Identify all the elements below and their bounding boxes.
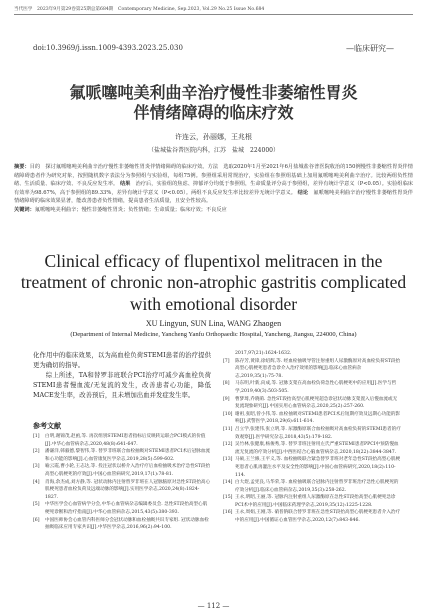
abstract-results-label: 结果 (119, 181, 131, 188)
reference-number (223, 350, 235, 358)
reference-text: 陈存芳,黄锋,徐绍辉,等. 经血栓抽吸导管注射重组人尿激酶原对高血栓负荷ST段抬高型心肌梗死患者急诊介入治疗效果的影响[J].临床心血管病杂志,2019,35(1):75-78. (235, 358, 401, 379)
column-label: —临床研究— (346, 44, 394, 53)
reference-number: [12] (223, 442, 233, 448)
references-heading: 参考文献 (33, 422, 61, 430)
reference-item (33, 501, 211, 516)
abstract (14, 163, 413, 215)
chinese-affiliation: （盐城盐谷普医院内科，江苏 盐城 224000） (148, 147, 279, 154)
reference-text: 白大煜,孟宪良,马华荣,等. 血栓抽吸联合冠脉内注射替罗非班治疗急性心肌梗死的疗效分析[J].临床心血管病杂志,2019,35(3):258-262. (235, 480, 399, 493)
reference-number: [8] (223, 381, 230, 387)
abstract-text: 目的 探讨氟哌噻吨美利曲辛治疗慢性非萎缩性胃炎伴情绪障碍的临床疗效。方法 选取2020年1月至2021年6月盐城盐谷普医院收治的150例慢性非萎缩性胃炎伴情绪障碍患者作为研究对象，按照随机数字表法分为参照组与实验组，每组75例。参照组采用常规治疗，实验组在参照组基础上加用氟哌噻吨美利曲辛治疗。比较两组负性情绪、生活质量、临床疗效、不良反应发生率。 (14, 164, 413, 188)
reference-number: [6] (33, 517, 40, 523)
keywords: 氟哌噻吨美利曲辛；慢性非萎缩性胃炎；负性情绪；生命质量；临床疗效；不良反应 (34, 206, 227, 213)
reference-text: 中国医师协会心血管内科医师分会冠状动脉和血栓抽吸共识专家组. 冠状动脉血栓抽吸临床应用专家共识[J].中华医学杂志,2016,96(2):94-100. (45, 517, 209, 531)
reference-text: 马硕,王兰修,王平义,等. 血栓抽吸联合紧急替罗非班对老年急性ST段抬高型心肌梗死患者心肌再灌注水平及安全性的影响[J].中国心血管病研究,2020,18(2):110-114. (235, 457, 401, 478)
reference-number: [3] (33, 464, 40, 470)
reference-number: [16] (223, 510, 233, 516)
reference-item (223, 426, 401, 441)
reference-text: 曹梦琦,乔晓萌. 急性ST段抬高型心肌梗死超急诊冠状动脉支架置入后慢血流或无复流现象研究[J].中国实用心血管病杂志,2020,25(2):257-260. (235, 396, 398, 410)
reference-text: 王永,周娟,王刚,等. 硝普钠联合替罗非班在急性ST段抬高型心肌梗死患者介入治疗中的应用[J].中国循证心血管医学杂志,2020,12(7):843-846. (235, 510, 401, 524)
reference-number: [14] (223, 480, 233, 486)
english-title-line-1: Clinical efficacy of flupentixol melitracen in the (44, 251, 383, 271)
reference-number: [7] (223, 358, 230, 364)
doi-line: doi:10.3969/j.issn.1009-4393.2023.25.030 (33, 44, 183, 52)
reference-item (223, 358, 401, 381)
reference-number: [15] (223, 495, 233, 501)
reference-number: [11] (223, 426, 233, 432)
chinese-title-line-1: 氟哌噻吨美利曲辛治疗慢性非萎缩性胃炎 (69, 83, 358, 102)
chinese-title-line-2: 伴情绪障碍的临床疗效 (133, 103, 294, 122)
abstract-label: 摘要： (14, 164, 30, 170)
abstract-conclusion-label: 结论 (297, 189, 309, 196)
reference-item (223, 509, 401, 524)
keywords-label: 关键词： (14, 206, 35, 213)
abstract-results: 治疗后，实验组的焦虑、抑郁评分均低于参照组，生命质量评分高于参照组，差异有统计学意义（P<0.05）。实验组临床有效率为98.67%，高于参照组的89.33%，差异有统计学意义（P<0.05）。两组不良反应发生率比较差异无统计学意义。 (14, 181, 413, 196)
reference-text: 吴竹林,张健康,杨俊秀,等. 替罗非班注射用左氏严重STEMI患者PPCI中预防慢血流无复流的疗效分析[J].中西医结合心脑血管病杂志,2020,18(22):3844-3847. (235, 442, 399, 455)
english-affiliation: (Department of Internal Medicine, Yancheng Yanfu Orthopaedic Hospital, Yancheng, Jiangsu, 224000, China) (70, 331, 357, 338)
english-title-line-3: with emotional disorder (129, 294, 298, 314)
reference-number: [9] (223, 396, 230, 402)
reference-text: 2017,97(21):1624-1632. (235, 351, 292, 356)
abstract-conclusion: 氟哌噻吨美利曲辛治疗慢性非萎缩性胃炎伴情绪障碍的临床效果显著，能改善患者负性情绪，提高患者生活质量，且安全性较高。 (14, 189, 413, 205)
reference-item (223, 396, 401, 411)
reference-text: 喻云霞,曹小轮,王志达,等. 投注冠状以桥介入治疗疗后血栓抽吸术治疗急性ST段抬高型心肌梗死的疗效[J].中国心血管病研究,2019,17(1):78-81. (45, 464, 211, 477)
reference-text: 中华医学会心血管病学分会,中华心血管病杂志编辑委员会. 急性ST段抬高型心肌梗死诊断和治疗指南[J].中华心血管病杂志,2015,43(5):380-393. (45, 502, 208, 515)
reference-item (223, 456, 401, 479)
running-header: 当代医学 2023年9月第29卷第25期总第684期 Contemporary Medicine, Sep.2023, Vol.29 No.25 Issue No.684 (14, 6, 413, 15)
reference-item (33, 433, 211, 448)
reference-text: 谢祖,张昭,曾小伟,等. 血栓抽吸对STEMI患者PCI术后短期疗效及远期心功能的影响[J].武警医学,2018,29(6):611-614. (235, 411, 401, 425)
body-paragraph: 化作用中的临床效果，以为高血栓负荷STEMI患者的治疗提供更为确切的指导。 (33, 351, 211, 369)
reference-number: [4] (33, 479, 40, 485)
reference-item (223, 479, 401, 494)
references-right-column (223, 350, 401, 525)
reference-number: [5] (33, 502, 40, 508)
reference-item (223, 441, 401, 456)
page-number: — 112 — (197, 602, 230, 610)
reference-number: [1] (33, 434, 40, 439)
reference-item (33, 463, 211, 478)
english-title-line-2: treatment of chronic non-atrophic gastritis complicated (20, 272, 407, 292)
reference-item (223, 380, 401, 395)
reference-text: 王永,明昭,王丽,等. 冠脉内注射重组人尿激酶原在急性ST段抬高型心肌梗死急诊PCI术中的应用[J].中国临床药理学杂志,2019,35(12):1225-1228. (235, 495, 396, 508)
reference-item (33, 517, 211, 532)
body-paragraph: 综上所述，TA和替罗非班联合PCI治疗可减少高血栓负荷STEMI患者慢血流/无复流的发生，改善患者心功能，降低MACE发生率，改善预后，且未增加出血并发症发生率。 (33, 371, 211, 399)
reference-item (33, 479, 211, 502)
reference-number: [10] (223, 411, 233, 417)
references-left-column (33, 433, 211, 532)
chinese-authors: 许连云，孙丽娜，王兆根 (175, 133, 252, 141)
reference-text: 肖海,余杰成,刘方静,等. 冠状动脉内注射替罗非班在人冠脉脑原对急性ST段抬高心肌梗死患者血栓负荷及远端动脉的影响[J].实用医学杂志,2020,24(8):1824-1827. (45, 479, 211, 500)
reference-text: 吕立学,张建伟,张立明,等. 尿激酶原联合血栓抽吸对高血栓负荷的STEMI患者的疗效观察[J].医学研究杂志,2018,43(5):179-182. (235, 426, 401, 440)
reference-item (223, 350, 401, 358)
reference-number: [2] (33, 449, 40, 455)
english-authors: XU Lingyun, SUN Lina, WANG Zhaogen (145, 319, 282, 328)
reference-text: 白明,谢锦茂,赵函,等. 再次组别STEMI患者指标后反映转运联合PCI模式的价值[J].中华心血管病杂志,2020,48(8):641-647. (45, 434, 206, 447)
reference-text: 马东明,叶新,向成,等. 冠脉支架在高血栓负荷急性心肌梗死中的应用[J].医学与哲学,2019,40(3):503-505. (235, 381, 397, 394)
reference-number: [13] (223, 457, 233, 463)
reference-text: 潘谦洋,韩毅德,黎智伟,等. 替罗非班联合血栓抽吸对STEMI患者PCI术后冠脉血流和心功能的影响[J].心血管康复医学杂志,2019,28(5):599-602. (45, 449, 211, 462)
reference-item (223, 411, 401, 426)
reference-item (223, 494, 401, 509)
body-text-column (33, 350, 211, 400)
reference-item (33, 448, 211, 463)
